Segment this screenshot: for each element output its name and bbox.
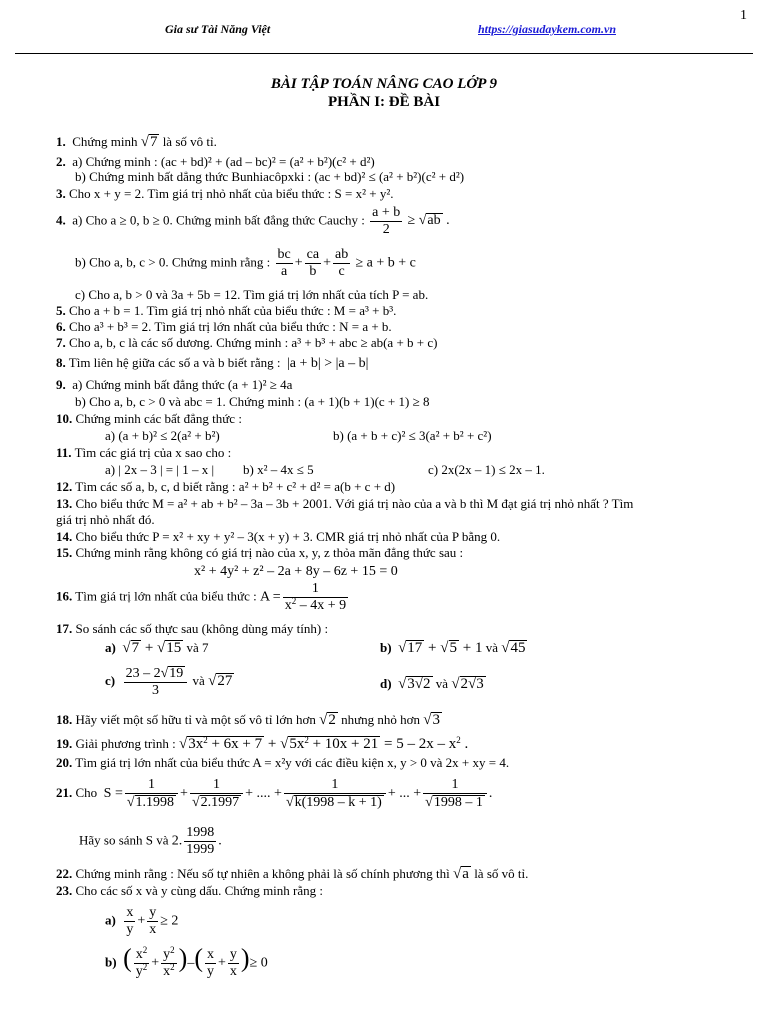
- problem-number: 10.: [56, 411, 73, 426]
- problem-number: 7.: [56, 335, 66, 350]
- problem-9a: [56, 378, 292, 392]
- problem-22: 22. Chứng minh rằng : Nếu số tự nhiên a không phải là số chính phương thì √a là số vô tỉ.: [56, 866, 529, 882]
- problem-text: a) | 2x – 3 | = | 1 – x |: [105, 462, 215, 477]
- problem-15: [56, 546, 463, 560]
- problem-number: 2.: [56, 154, 66, 169]
- fraction: $\frac{a + b}{2}$: [372, 205, 401, 237]
- problem-text: Tìm giá trị lớn nhất của biểu thức :: [75, 588, 257, 604]
- problem-text: c) Cho a, b > 0 và 3a + 5b = 12. Tìm giá trị lớn nhất của tích P = ab.: [75, 287, 429, 302]
- problem-7: [56, 336, 437, 350]
- problem-text: Hãy so sánh S và: [79, 832, 169, 848]
- problem-number: 22.: [56, 866, 73, 881]
- problem-text: Chứng minh rằng : Nếu số tự nhiên a không phải là số chính phương thì: [75, 866, 450, 881]
- problem-text: Tìm liên hệ giữa các số a và b biết rằng :: [68, 355, 281, 370]
- header-url-link[interactable]: https://giasudaykem.com.vn: [478, 22, 616, 36]
- problem-10: [56, 412, 242, 426]
- problem-text: b) (a + b + c)² ≤ 3(a² + b² + c²): [333, 428, 492, 443]
- problem-text: Cho a + b = 1. Tìm giá trị nhỏ nhất của biểu thức : M = a³ + b³.: [69, 303, 397, 318]
- header-rule: [15, 53, 753, 54]
- problem-number: 19.: [56, 736, 73, 751]
- problem-21-compare: Hãy so sánh S và 2. $\frac{1998}{1999}$ .: [79, 825, 222, 857]
- formula: ≥ a + b + c: [355, 255, 416, 271]
- header-site-name: Gia sư Tài Năng Việt: [165, 22, 271, 36]
- problem-number: 17.: [56, 621, 73, 636]
- problem-number: 3.: [56, 186, 66, 201]
- problem-11a: [105, 463, 214, 477]
- problem-15-equation: [194, 564, 398, 579]
- sqrt-7: √7: [140, 134, 158, 150]
- problem-20: [56, 756, 509, 770]
- fraction: $\frac{1}{x^2 - 4x + 9}$: [284, 581, 347, 613]
- problem-4a: [56, 206, 450, 237]
- problem-number: 5.: [56, 303, 66, 318]
- problem-6: [56, 320, 392, 334]
- problem-text: Hãy viết một số hữu tỉ và một số vô tỉ lớn hơn: [75, 712, 316, 727]
- problem-text: giá trị nhỏ nhất đó.: [56, 512, 155, 527]
- problem-number: 9.: [56, 377, 66, 392]
- problem-number: 20.: [56, 755, 73, 770]
- problem-number: 18.: [56, 712, 73, 727]
- problem-text: b) Cho a, b, c > 0. Chứng minh rằng :: [75, 254, 271, 270]
- problem-text: là số vô tỉ.: [474, 866, 529, 881]
- problem-text: Chứng minh các bất đẳng thức :: [75, 411, 242, 426]
- problem-17c: c) $\frac{23 - 2√19}{3}$ và √27: [105, 666, 233, 698]
- problem-text: Cho các số x và y cùng dấu. Chứng minh rằng :: [75, 883, 324, 898]
- problem-number: 6.: [56, 319, 66, 334]
- problem-number: 1.: [56, 134, 66, 149]
- problem-number: 13.: [56, 496, 73, 511]
- problem-text: Tìm các giá trị của x sao cho :: [74, 445, 232, 460]
- problem-number: 15.: [56, 545, 73, 560]
- problem-text: a) Cho a ≥ 0, b ≥ 0. Chứng minh bất đẳng thức Cauchy :: [72, 212, 365, 228]
- problem-14: [56, 530, 500, 544]
- problem-11b: [243, 463, 314, 477]
- problem-number: 8.: [56, 355, 66, 370]
- page-header: [0, 0, 768, 56]
- problem-2b: [75, 170, 464, 184]
- problem-10b: [333, 429, 492, 443]
- problem-number: 11.: [56, 445, 72, 460]
- problem-number: 21.: [56, 784, 73, 800]
- problem-17b: b) √17 + √5 + 1 và √45: [380, 640, 526, 656]
- page-number: 1: [740, 8, 747, 23]
- problem-number: 23.: [56, 883, 73, 898]
- problem-text: Tìm các số a, b, c, d biết rằng : a² + b² + c² + d² = a(b + c + d): [75, 479, 396, 494]
- problem-5: [56, 304, 396, 318]
- problem-18: 18. Hãy viết một số hữu tỉ và một số vô tỉ lớn hơn √2 nhưng nhỏ hơn √3: [56, 712, 440, 728]
- problem-16: [56, 582, 350, 613]
- formula: |a + b| > |a – b|: [287, 356, 369, 371]
- problem-text: Cho x + y = 2. Tìm giá trị nhỏ nhất của biểu thức : S = x² + y².: [69, 186, 394, 201]
- document-title: BÀI TẬP TOÁN NÂNG CAO LỚP 9: [270, 76, 498, 92]
- problem-number: 12.: [56, 479, 73, 494]
- problem-text: nhưng nhỏ hơn: [341, 712, 420, 727]
- problem-text: là số vô tỉ.: [162, 134, 217, 149]
- formula: A =: [259, 589, 281, 605]
- problem-number: 16.: [56, 588, 73, 604]
- problem-13: [56, 497, 633, 511]
- problem-text: b) Chứng minh bất dẳng thức Bunhiacôpxki : (ac + bd)² ≤ (a² + b²)(c² + d²): [75, 169, 465, 184]
- fraction: $\frac{ab}{c}$: [335, 247, 349, 279]
- problem-text: So sánh các số thực sau (không dùng máy tính) :: [75, 621, 329, 636]
- fraction: $\frac{bc}{a}$: [277, 247, 291, 279]
- problem-4b: b) Cho a, b, c > 0. Chứng minh rằng : $\frac{bc}{a}$ + $\frac{ca}{b}$ + $\frac{ab}{c}$ ≥ a + b + c: [75, 247, 416, 279]
- problem-23a: a) $\frac{x}{y}$ + $\frac{y}{x}$ ≥ 2: [105, 905, 179, 937]
- problem-23b: b) ( $\frac{x^2}{y^2}$ + $\frac{y^2}{x^2}$ )–( $\frac{x}{y}$ + $\frac{y}{x}$ )≥ 0: [105, 943, 268, 979]
- problem-text: Cho a³ + b³ = 2. Tìm giá trị lớn nhất của biểu thức : N = a + b.: [69, 319, 392, 334]
- problem-text: Cho biểu thức M = a² + ab + b² – 3a – 3b + 2001. Với giá trị nào của a và b thì M đạt giá trị nhỏ nhất ? Tìm: [75, 496, 634, 511]
- formula: ≥ √ab .: [407, 213, 450, 229]
- problem-13-cont: [56, 513, 155, 527]
- problem-17: [56, 622, 328, 636]
- problem-23: [56, 884, 323, 898]
- problem-11c: [428, 463, 545, 477]
- section-title: PHẦN I: ĐỀ BÀI: [327, 94, 441, 110]
- problem-text: Cho biểu thức P = x² + xy + y² – 3(x + y) + 3. CMR giá trị nhỏ nhất của P bằng 0.: [75, 529, 501, 544]
- problem-3: [56, 187, 393, 201]
- problem-text: b) Cho a, b, c > 0 và abc = 1. Chứng minh : (a + 1)(b + 1)(c + 1) ≥ 8: [75, 394, 430, 409]
- problem-19: 19. Giải phương trình : $√3x^2 + 6x + 7 + √5x^2 + 10x + 21 = 5 - 2x - x^2$ .: [56, 735, 469, 752]
- problem-12: [56, 480, 395, 494]
- problem-text: Giải phương trình :: [75, 736, 176, 751]
- problem-1: [56, 134, 217, 149]
- fraction: $\frac{ca}{b}$: [306, 247, 320, 279]
- problem-text: c) 2x(2x – 1) ≤ 2x – 1.: [428, 462, 545, 477]
- problem-2a: [56, 155, 375, 169]
- problem-9b: [75, 395, 429, 409]
- problem-text: Cho: [75, 784, 98, 800]
- problem-text: Cho a, b, c là các số dương. Chứng minh : a³ + b³ + abc ≥ ab(a + b + c): [69, 335, 438, 350]
- problem-text: Chứng minh: [72, 134, 138, 149]
- problem-text: a) Chứng minh : (ac + bd)² + (ad – bc)² = (a² + b²)(c² + d²): [72, 154, 375, 169]
- problem-text: Chứng minh rằng không có giá trị nào của x, y, z thỏa mãn đẳng thức sau :: [75, 545, 464, 560]
- problem-8: [56, 356, 368, 371]
- problem-number: 14.: [56, 529, 73, 544]
- problem-text: b) x² – 4x ≤ 5: [243, 462, 314, 477]
- problem-4c: [75, 288, 428, 302]
- problem-text: Tìm giá trị lớn nhất của biểu thức A = x²y với các điều kiện x, y > 0 và 2x + xy = 4.: [75, 755, 510, 770]
- fraction: $\frac{23 - 2√19}{3}$: [124, 666, 188, 698]
- problem-11: [56, 446, 231, 460]
- problem-10a: [105, 429, 220, 443]
- problem-21: 21. Cho S = $\frac{1}{√1.1998}$ + $\frac{1}{√2.1997}$ + .... + $\frac{1}{√k(1998 - k + 1)}$ + ... + $\frac{1}{√1998 - 1}$ .: [56, 777, 493, 810]
- problem-text: a) Chứng minh bất đẳng thức (a + 1)² ≥ 4a: [72, 377, 293, 392]
- problem-number: 4.: [56, 212, 66, 228]
- fraction: $\frac{1998}{1999}$: [186, 825, 215, 857]
- problem-17a: a) √7 + √15 và 7: [105, 640, 209, 656]
- problem-text: a) (a + b)² ≤ 2(a² + b²): [105, 428, 220, 443]
- formula: x² + 4y² + z² – 2a + 8y – 6z + 15 = 0: [194, 564, 398, 579]
- problem-17d: d) √3√2 và √2√3: [380, 676, 484, 692]
